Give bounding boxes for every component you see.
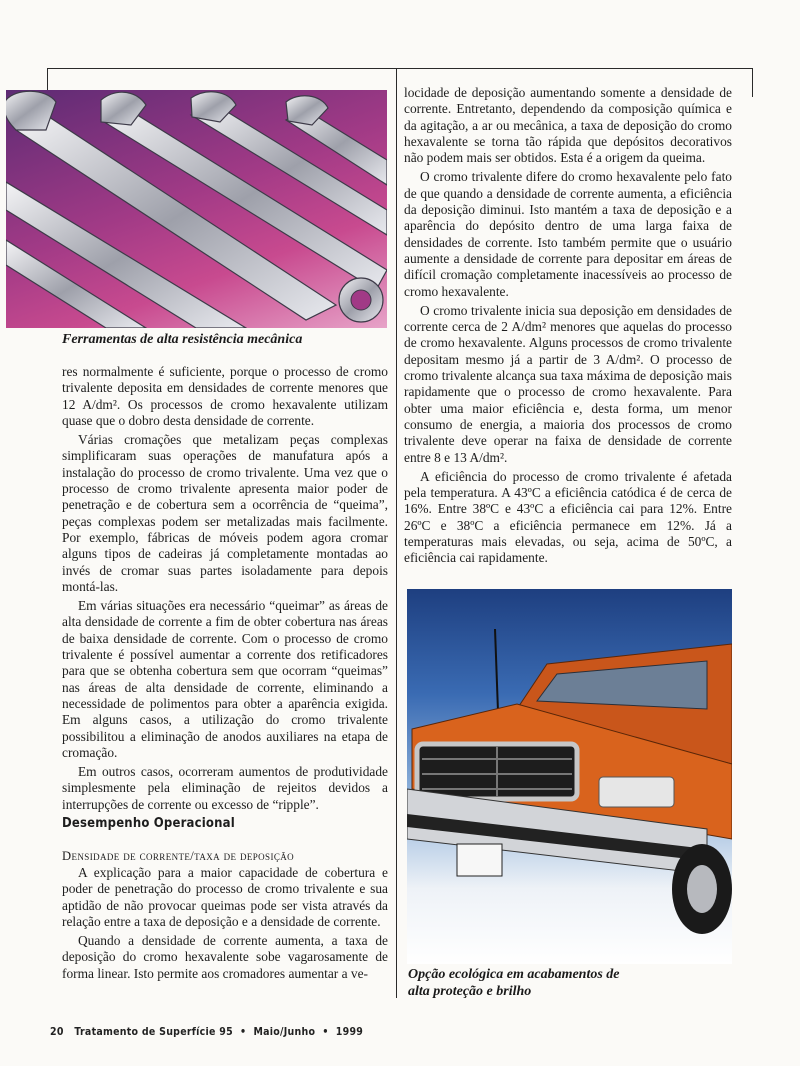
wrenches-photo — [6, 90, 387, 328]
page-footer: 20 Tratamento de Superfície 95 • Maio/Junho • 1999 — [50, 1025, 364, 1038]
paragraph: Quando a densidade de corrente aumenta, a taxa de deposição do cromo hexavalente sobe vagarosamente de forma linear. Isto permite aos cromadores aumentar a ve- — [62, 933, 388, 981]
paragraph: Várias cromações que metalizam peças complexas simplificaram suas operações de manufatura após a instalação do processo de cromo trivalente. Uma vez que o processo de cromo trivalente apresenta maior poder de penetração e de cobertura sem a ocorrência de “queima”, peças complexas podem ser metalizadas mais facilmente. Por exemplo, fábricas de móveis podem agora cromar alguns tipos de cadeiras já completamente montadas ao invés de cromar suas partes isoladamente para depois montá-las. — [62, 432, 388, 594]
figure-caption-truck — [408, 966, 728, 1000]
paragraph: O cromo trivalente difere do cromo hexavalente pelo fato de que quando a densidade de corrente aumenta, a eficiência da deposição diminui. Isto mantém a taxa de deposição e a aparência do depósito dentro de uma larga faixa de densidades de corrente. Isto também permite que o usuário aumente a densidade de corrente para depositar em áreas de difícil cromação completamente inacessíveis ao processo de cromo hexavalente. — [404, 169, 732, 299]
paragraph: Em várias situações era necessário “queimar” as áreas de alta densidade de corrente a fim de obter cobertura nas áreas de baixa densidade de corrente. Com o processo de cromo trivalente é possível aumentar a corrente dos retificadores para que se obtenha cobertura sem que ocorram “queimas” nas áreas de alta densidade de corrente, eliminando a necessidade de polimentos para obter a aparência exigida. Em alguns casos, a utilização do cromo trivalente possibilitou a eliminação de anodos auxiliares na etapa de cromação. — [62, 598, 388, 760]
top-rule — [47, 68, 753, 69]
paragraph: Em outros casos, ocorreram aumentos de produtividade simplesmente pela eliminação de rejeitos devidos a interrupções de corrente ou excesso de “ripple”. — [62, 764, 388, 812]
paragraph: res normalmente é suficiente, porque o processo de cromo trivalente deposita em densidades de corrente menores que 12 A/dm². Os processos de cromo hexavalente utilizam quase que o dobro desta densidade de corrente. — [62, 364, 388, 428]
paragraph: locidade de deposição aumentando somente a densidade de corrente. Entretanto, dependendo da composição química e da agitação, a ar ou mecânica, a taxa de deposição do cromo hexavalente se torna tão rápida que depósitos decorativos não podem mais ser obtidos. Esta é a origem da queima. — [404, 85, 732, 166]
paragraph: O cromo trivalente inicia sua deposição em densidades de corrente cerca de 2 A/dm² menores que aquelas do processo de cromo hexavalente. Alguns processos de cromo trivalente depositam mesmo já a partir de 3 A/dm². O processo de cromo trivalente alcança sua taxa máxima de deposição mais rapidamente que o processo de cromo hexavalente. Para obter uma maior eficiência e, desta forma, um menor consumo de energia, a maioria dos processos de cromo trivalente deve operar na faixa de densidade de corrente entre 8 e 13 A/dm². — [404, 302, 732, 465]
caption-line: Opção ecológica em acabamentos de — [408, 967, 620, 982]
right-column-text — [404, 85, 732, 570]
left-column-text — [62, 364, 388, 816]
truck-illustration — [407, 589, 732, 964]
truck-photo — [407, 589, 732, 964]
sub-heading: Densidade de corrente/taxa de deposição — [62, 849, 295, 863]
column-divider — [396, 68, 397, 998]
section-heading: Desempenho Operacional — [62, 816, 235, 831]
figure-caption-wrenches: Ferramentas de alta resistência mecânica — [62, 332, 303, 347]
wrenches-illustration — [6, 90, 387, 328]
right-corner-rule — [752, 68, 753, 97]
paragraph: A explicação para a maior capacidade de cobertura e poder de penetração do processo de cromo trivalente e sua aptidão de não provocar queimas pode ser vista através da relação entre a taxa de deposição e a densidade de corrente. — [62, 865, 388, 929]
paragraph: A eficiência do processo de cromo trivalente é afetada pela temperatura. A 43ºC a eficiência catódica é de cerca de 16%. Entre 38ºC e 43ºC a eficiência cai para 12%. Entre 26ºC e 38ºC a eficiência permanece em 12%. Já a temperaturas mais elevadas, ou seja, acima de 50ºC, a eficiência cai rapidamente. — [404, 468, 732, 566]
caption-line: alta proteção e brilho — [408, 984, 532, 999]
left-column-section-text — [62, 865, 388, 985]
